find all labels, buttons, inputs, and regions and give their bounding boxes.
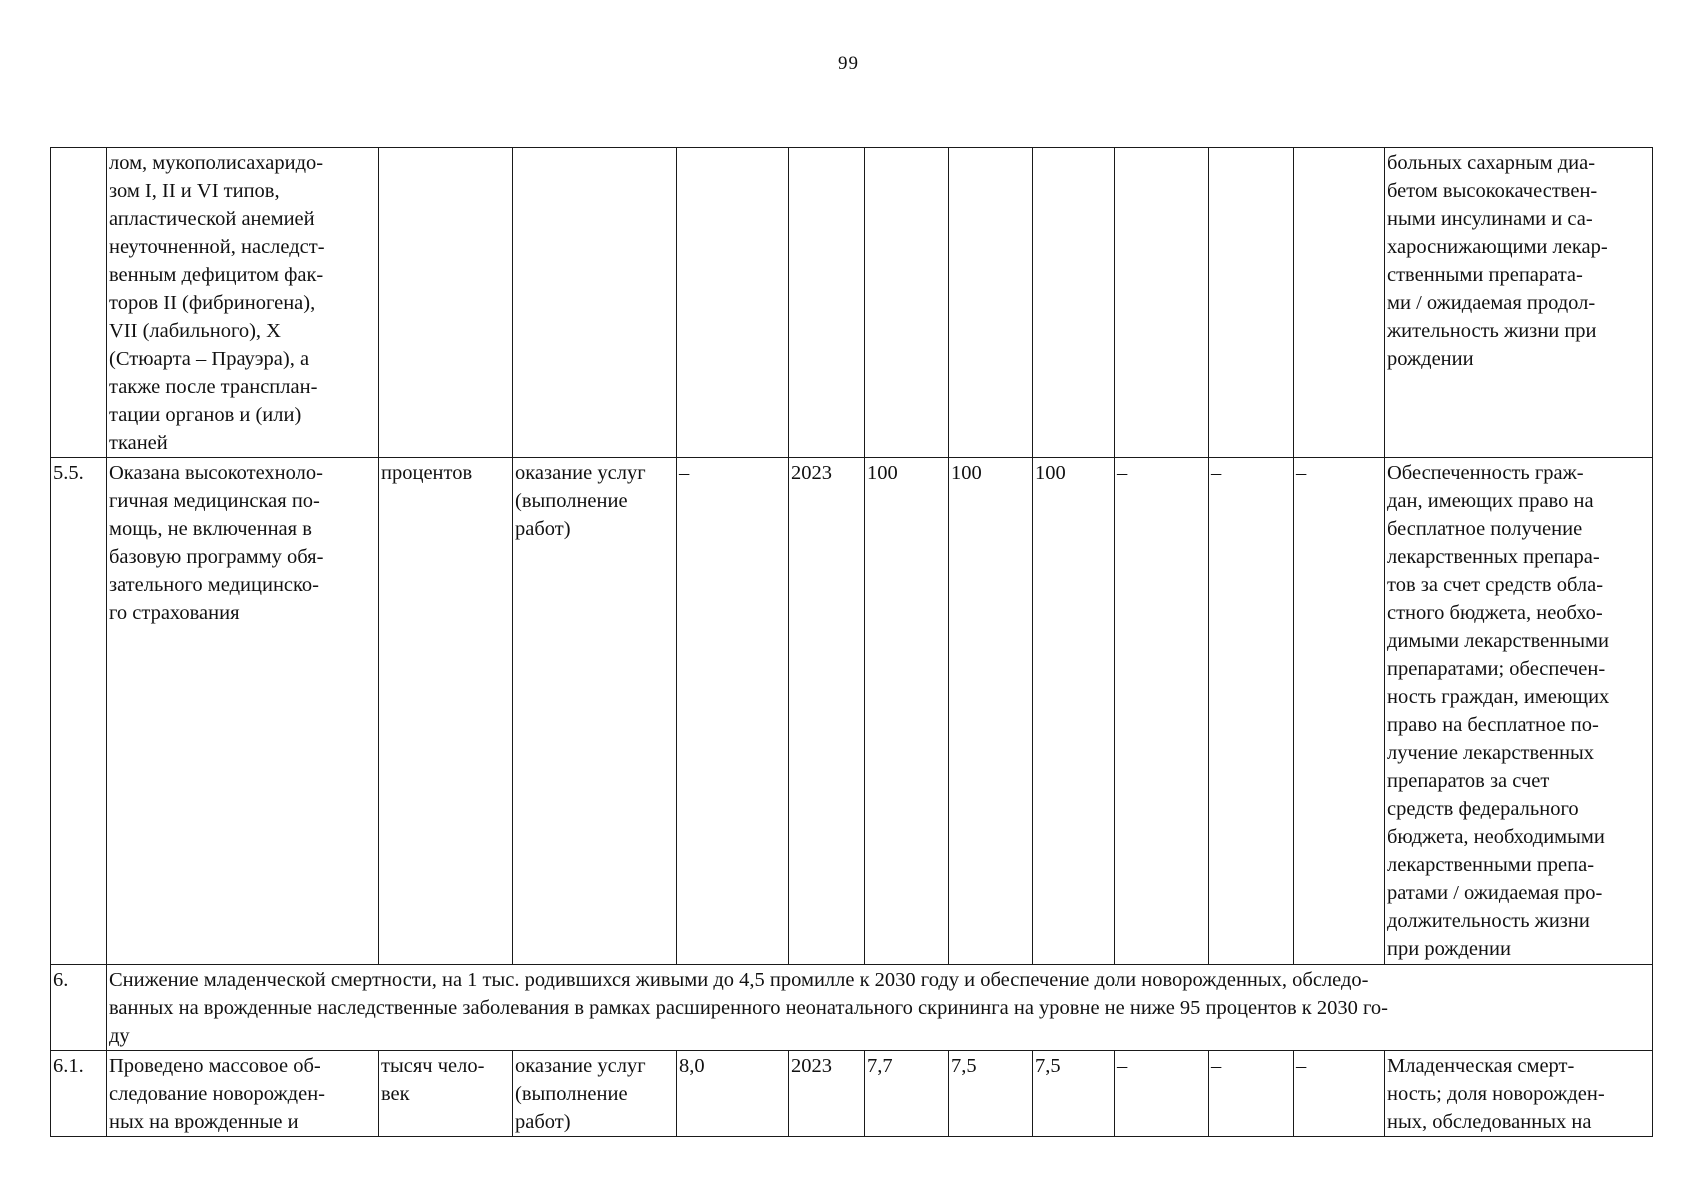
result-type	[513, 148, 677, 458]
value-6: –	[1294, 1051, 1385, 1137]
result-type: оказание услуг (выполнение работ)	[513, 1051, 677, 1137]
linked-indicator: больных сахарным диа- бетом высококачествен- ными инсулинами и са- хароснижающими лекар- ственными препарата- ми / ожидаемая продол- жительность жизни при рождении	[1385, 148, 1653, 458]
section-title: Снижение младенческой смертности, на 1 тыс. родившихся живыми до 4,5 промилле к 2030 году и обеспечение доли новорожденных, обследо- ванных на врожденные наследственные заболевания в рамках расширенного неонатального скрининга на уровне не ниже 95 процентов к 2030 го- ду	[107, 965, 1653, 1051]
base-value	[677, 148, 789, 458]
value-5: –	[1209, 1051, 1294, 1137]
unit	[379, 148, 513, 458]
result-name: Оказана высокотехноло- гичная медицинская по- мощь, не включенная в базовую программу обя- зательного медицинско- го страхования	[107, 458, 379, 965]
section-row	[51, 965, 1653, 1051]
value-4	[1115, 148, 1209, 458]
value-2: 7,5	[949, 1051, 1033, 1137]
row-number: 6.	[51, 965, 107, 1051]
value-3: 100	[1033, 458, 1115, 965]
value-6	[1294, 148, 1385, 458]
value-3: 7,5	[1033, 1051, 1115, 1137]
value-1: 7,7	[865, 1051, 949, 1137]
base-year	[789, 148, 865, 458]
value-1: 100	[865, 458, 949, 965]
table-row	[51, 148, 1653, 458]
linked-indicator: Обеспеченность граж- дан, имеющих право на бесплатное получение лекарственных препара- тов за счет средств обла- стного бюджета, необхо- димыми лекарственными препаратами; обеспечен- ность граждан, имеющих право на бесплатное по- лучение лекарственных препаратов за счет средств федерального бюджета, необходимыми лекарственными препа- ратами / ожидаемая про- должительность жизни при рождении	[1385, 458, 1653, 965]
value-6: –	[1294, 458, 1385, 965]
row-number: 6.1.	[51, 1051, 107, 1137]
result-name: лом, мукополисахаридо- зом I, II и VI типов, апластической анемией неуточненной, наследст- венным дефицитом фак- торов II (фибриногена), VII (лабильного), X (Стюарта – Прауэра), а также после трансплан- тации органов и (или) тканей	[107, 148, 379, 458]
base-year: 2023	[789, 1051, 865, 1137]
result-type: оказание услуг (выполнение работ)	[513, 458, 677, 965]
table-row	[51, 458, 1653, 965]
row-number	[51, 148, 107, 458]
unit: процентов	[379, 458, 513, 965]
table-row	[51, 1051, 1653, 1137]
page-number: 99	[838, 53, 859, 74]
row-number: 5.5.	[51, 458, 107, 965]
value-4: –	[1115, 458, 1209, 965]
value-3	[1033, 148, 1115, 458]
base-value: 8,0	[677, 1051, 789, 1137]
base-year: 2023	[789, 458, 865, 965]
result-name: Проведено массовое об- следование новорожден- ных на врожденные и	[107, 1051, 379, 1137]
indicators-table	[50, 147, 1653, 1137]
linked-indicator: Младенческая смерт- ность; доля новорожден- ных, обследованных на	[1385, 1051, 1653, 1137]
value-5: –	[1209, 458, 1294, 965]
value-2	[949, 148, 1033, 458]
value-4: –	[1115, 1051, 1209, 1137]
value-1	[865, 148, 949, 458]
value-5	[1209, 148, 1294, 458]
base-value: –	[677, 458, 789, 965]
value-2: 100	[949, 458, 1033, 965]
unit: тысяч чело- век	[379, 1051, 513, 1137]
